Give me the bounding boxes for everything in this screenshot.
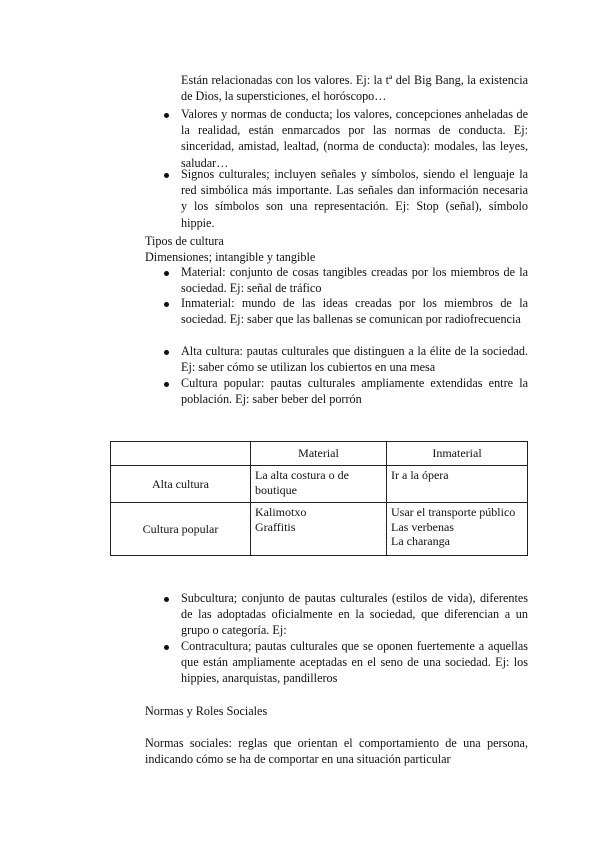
cell-line: Graffitis [255,519,296,534]
cell-line: Ir a la ópera [391,468,449,482]
cell-alta-inmaterial [387,466,528,503]
bullet-valores-normas: Valores y normas de conducta; los valores, concepciones anheladas de la realidad, están enmarcados por las normas de conducta. Ej: sinceridad, amistad, lealtad, (norma de conducta): modales, las leyes, saludar… [181,107,528,170]
bullet-icon [164,350,169,355]
section-heading-tipos: Tipos de cultura [145,234,224,248]
paragraph-normas-sociales: Normas sociales: reglas que orientan el comportamiento de una persona, indicando cómo se ha de comportar en una situación particular [145,736,528,767]
table-header-inmaterial: Inmaterial [387,442,528,466]
bullet-icon [164,113,169,118]
row-label-alta-cultura: Alta cultura [111,466,251,503]
intro-tail-paragraph: Están relacionadas con los valores. Ej: la tª del Big Bang, la existencia de Dios, la supersticiones, el horóscopo… [181,73,528,104]
table-header-material: Material [251,442,387,466]
table-header-cell [111,442,251,466]
cell-alta-material [251,466,387,503]
cell-line: boutique [255,482,297,497]
bullet-icon [164,302,169,307]
cell-popular-material [251,503,387,556]
bullet-inmaterial: Inmaterial: mundo de las ideas creadas por los miembros de la sociedad. Ej: saber que las ballenas se comunican por radiofrecuencia [181,296,528,327]
table-row [111,503,528,556]
cell-line: Usar el transporte público [391,505,516,519]
bullet-material: Material: conjunto de cosas tangibles creadas por los miembros de la sociedad. Ej: señal de tráfico [181,265,528,296]
bullet-cultura-popular: Cultura popular: pautas culturales ampliamente extendidas entre la población. Ej: saber beber del porrón [181,376,528,407]
bullet-icon [164,597,169,602]
bullet-icon [164,382,169,387]
bullet-alta-cultura: Alta cultura: pautas culturales que distinguen a la élite de la sociedad. Ej: saber cómo se utilizan los cubiertos en una mesa [181,344,528,375]
cell-line: Las verbenas [391,519,454,534]
table-header-row [111,442,528,466]
cultura-table [110,441,528,556]
section-subheading-dimensiones: Dimensiones; intangible y tangible [145,250,316,264]
bullet-subcultura: Subcultura; conjunto de pautas culturales (estilos de vida), diferentes de las adoptadas oficialmente en la sociedad, que diferencian a un grupo o categoría. Ej: [181,591,528,638]
cell-line: La alta costura o de [255,468,349,482]
bullet-signos-culturales: Signos culturales; incluyen señales y símbolos, siendo el lenguaje la red simbólica más importante. Las señales dan información necesaria y los símbolos son una representación. Ej: Stop (señal), símbolo hippie. [181,167,528,230]
cell-line: Kalimotxo [255,505,307,519]
bullet-icon [164,271,169,276]
table-row [111,466,528,503]
section-heading-normas: Normas y Roles Sociales [145,704,268,718]
cell-line: La charanga [391,534,450,548]
bullet-icon [164,173,169,178]
bullet-icon [164,645,169,650]
bullet-contracultura: Contracultura; pautas culturales que se oponen fuertemente a aquellas que están ampliamente aceptadas en el seno de una sociedad. Ej: los hippies, anarquistas, pandilleros [181,639,528,686]
cell-popular-inmaterial [387,503,528,556]
row-label-cultura-popular: Cultura popular [111,503,251,556]
